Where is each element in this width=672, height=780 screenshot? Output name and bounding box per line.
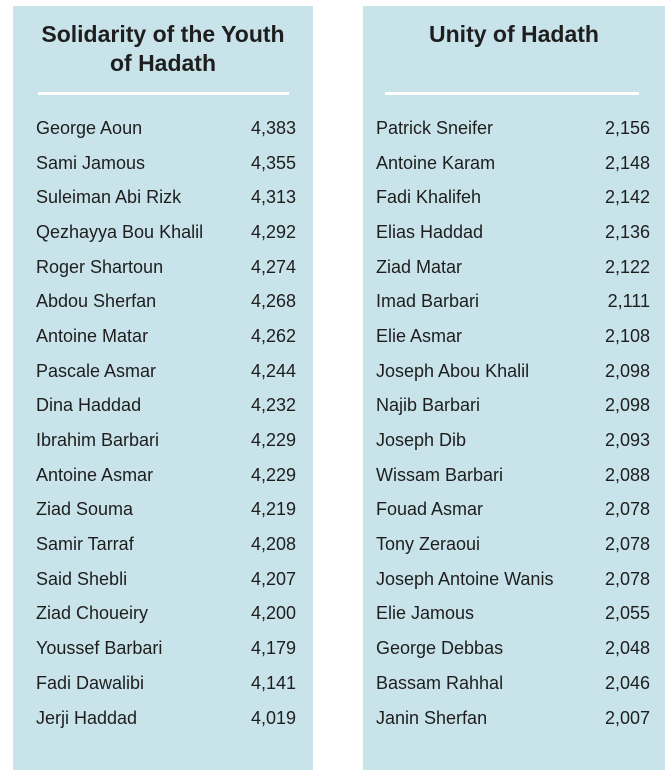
candidate-row [376,284,650,319]
candidate-name: Wissam Barbari [376,464,504,485]
candidate-votes: 4,274 [250,256,296,277]
candidate-votes: 2,156 [604,117,650,138]
panel-title [23,20,303,78]
candidate-name: Ziad Choueiry [36,603,149,624]
candidate-name: Elie Jamous [376,603,475,624]
candidate-votes: 4,229 [250,430,296,451]
candidate-name: Fouad Asmar [376,499,484,520]
candidate-votes: 2,098 [604,395,650,416]
candidate-row [36,527,296,562]
candidate-row [36,701,296,736]
candidate-row [376,146,650,181]
candidate-votes: 4,179 [250,638,296,659]
candidate-list [36,111,296,735]
candidate-name: Antoine Asmar [36,464,154,485]
candidate-votes: 4,383 [250,117,296,138]
panel-title-text: Unity of Hadath [429,21,599,47]
candidate-row [376,701,650,736]
candidate-row [376,493,650,528]
candidate-votes: 4,200 [250,603,296,624]
candidate-row [36,493,296,528]
candidate-votes: 2,078 [604,568,650,589]
candidate-name: Elias Haddad [376,221,484,242]
candidate-row [36,423,296,458]
candidate-name: Elie Asmar [376,325,463,346]
candidate-row [376,180,650,215]
candidate-name: Jerji Haddad [36,707,138,728]
candidate-votes: 4,229 [250,464,296,485]
candidate-row [376,527,650,562]
candidate-votes: 2,088 [604,464,650,485]
candidate-row [376,458,650,493]
candidate-votes: 2,093 [604,430,650,451]
candidate-row [36,666,296,701]
candidate-votes: 4,292 [250,221,296,242]
candidate-votes: 2,136 [604,221,650,242]
candidate-name: Patrick Sneifer [376,117,494,138]
candidate-name: Bassam Rahhal [376,672,504,693]
candidate-votes: 4,141 [250,672,296,693]
panel-title-text: Solidarity of the Youth of Hadath [41,21,285,76]
candidate-name: Joseph Antoine Wanis [376,568,554,589]
candidate-list [376,111,650,735]
candidate-row [36,389,296,424]
candidate-name: Imad Barbari [376,291,480,312]
candidate-name: Fadi Khalifeh [376,187,482,208]
candidate-votes: 4,262 [250,325,296,346]
candidate-name: Said Shebli [36,568,128,589]
candidate-name: Abdou Sherfan [36,291,157,312]
candidate-name: Antoine Karam [376,152,496,173]
candidate-votes: 4,268 [250,291,296,312]
candidate-row [376,597,650,632]
candidate-name: Dina Haddad [36,395,142,416]
candidate-row [36,458,296,493]
title-divider [38,92,289,95]
candidate-votes: 4,232 [250,395,296,416]
panel-title [373,20,655,78]
candidate-row [36,319,296,354]
candidate-row [376,354,650,389]
candidate-name: Ziad Matar [376,256,463,277]
candidate-name: Qezhayya Bou Khalil [36,221,204,242]
candidate-votes: 2,098 [604,360,650,381]
candidate-name: George Aoun [36,117,143,138]
candidate-name: Janin Sherfan [376,707,488,728]
candidate-name: Samir Tarraf [36,534,134,555]
candidate-name: Joseph Abou Khalil [376,360,530,381]
candidate-votes: 4,019 [250,707,296,728]
candidate-row [36,284,296,319]
candidate-row [376,389,650,424]
candidate-votes: 2,122 [604,256,650,277]
candidate-row [36,111,296,146]
candidate-votes: 4,313 [250,187,296,208]
candidate-row [36,597,296,632]
candidate-name: Ibrahim Barbari [36,430,160,451]
title-divider [385,92,639,95]
candidate-votes: 2,046 [604,672,650,693]
candidate-votes: 4,355 [250,152,296,173]
candidate-row [376,250,650,285]
candidate-name: Najib Barbari [376,395,481,416]
candidate-votes: 2,048 [604,638,650,659]
candidate-row [376,215,650,250]
candidate-name: Youssef Barbari [36,638,163,659]
candidate-votes: 2,142 [604,187,650,208]
candidate-name: Sami Jamous [36,152,146,173]
candidate-name: George Debbas [376,638,504,659]
candidate-votes: 4,219 [250,499,296,520]
candidate-row [376,666,650,701]
candidate-name: Pascale Asmar [36,360,157,381]
candidate-name: Antoine Matar [36,325,149,346]
candidate-votes: 2,007 [604,707,650,728]
candidate-row [36,562,296,597]
candidate-row [376,319,650,354]
candidate-name: Suleiman Abi Rizk [36,187,182,208]
candidate-votes: 4,207 [250,568,296,589]
candidate-name: Roger Shartoun [36,256,164,277]
candidate-row [36,180,296,215]
candidate-row [36,215,296,250]
candidate-votes: 4,244 [250,360,296,381]
candidate-row [376,111,650,146]
candidate-votes: 2,078 [604,499,650,520]
candidate-row [36,631,296,666]
candidate-votes: 2,078 [604,534,650,555]
list-panel-solidarity [13,6,313,770]
candidate-votes: 2,148 [604,152,650,173]
candidate-votes: 4,208 [250,534,296,555]
candidate-votes: 2,111 [607,291,650,312]
candidate-name: Fadi Dawalibi [36,672,145,693]
candidate-row [36,354,296,389]
candidate-row [376,562,650,597]
candidate-row [376,631,650,666]
candidate-name: Ziad Souma [36,499,134,520]
candidate-name: Tony Zeraoui [376,534,481,555]
list-panel-unity [363,6,665,770]
candidate-name: Joseph Dib [376,430,467,451]
candidate-row [36,146,296,181]
candidate-row [36,250,296,285]
candidate-votes: 2,055 [604,603,650,624]
candidate-votes: 2,108 [604,325,650,346]
candidate-row [376,423,650,458]
